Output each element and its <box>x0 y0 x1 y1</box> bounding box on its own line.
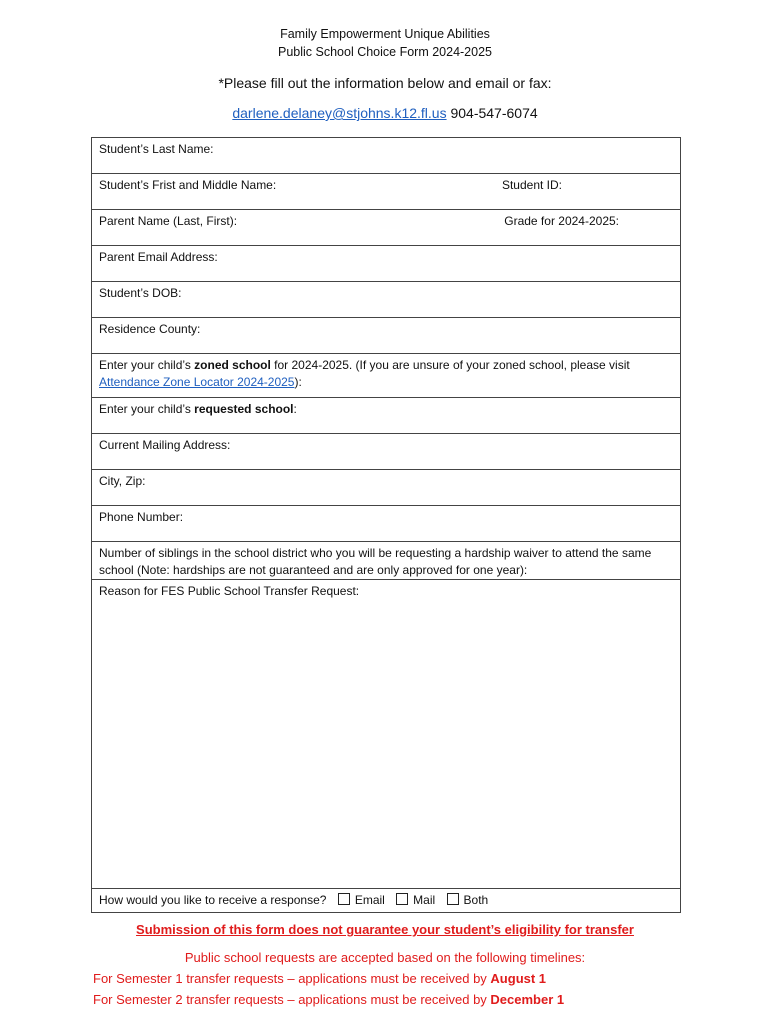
requested-school-field[interactable] <box>92 398 681 434</box>
dob-label: Student’s DOB: <box>99 286 182 300</box>
org-name: Family Empowerment Unique Abilities <box>280 27 490 41</box>
parent-name-row[interactable] <box>92 210 681 246</box>
reason-label: Reason for FES Public School Transfer Request: <box>99 584 360 598</box>
requested-school-label: Enter your child’s requested school: <box>99 402 297 416</box>
county-label: Residence County: <box>99 322 201 336</box>
response-row <box>92 889 681 913</box>
last-name-label: Student’s Last Name: <box>99 142 214 156</box>
mailing-address-label: Current Mailing Address: <box>99 438 231 452</box>
timeline-intro: Public school requests are accepted based on the following timelines: <box>184 950 586 965</box>
disclaimer-text: Submission of this form does not guarantee your student’s eligibility for transfer <box>136 922 634 937</box>
mail-option-label: Mail <box>413 893 436 907</box>
parent-name-label: Parent Name (Last, First): <box>99 214 238 228</box>
student-id-label: Student ID: <box>501 178 562 192</box>
form-title: Public School Choice Form 2024-2025 <box>277 45 492 59</box>
zoned-school-field[interactable] <box>92 354 681 398</box>
both-checkbox[interactable] <box>447 893 459 905</box>
email-link[interactable]: darlene.delaney@stjohns.k12.fl.us <box>232 105 447 121</box>
semester2-deadline: For Semester 2 transfer requests – applications must be received by December 1 <box>93 992 565 1007</box>
phone-field[interactable] <box>92 506 681 542</box>
dob-field[interactable] <box>92 282 681 318</box>
siblings-field[interactable] <box>92 542 681 580</box>
contact-line <box>0 105 770 121</box>
parent-email-field[interactable] <box>92 246 681 282</box>
mailing-address-field[interactable] <box>92 434 681 470</box>
city-zip-label: City, Zip: <box>99 474 146 488</box>
attendance-zone-link[interactable]: Attendance Zone Locator 2024-2025 <box>99 375 295 389</box>
both-option-label: Both <box>463 893 489 907</box>
reason-field[interactable] <box>92 580 681 889</box>
city-zip-field[interactable] <box>92 470 681 506</box>
mail-checkbox[interactable] <box>396 893 408 905</box>
first-middle-label: Student’s Frist and Middle Name: <box>99 178 277 192</box>
siblings-label: Number of siblings in the school district who you will be requesting a hardship waiver to attend the same school (Note: hardships are not guaranteed and are only approved for one year): <box>99 546 652 577</box>
response-question: How would you like to receive a response? <box>99 893 327 907</box>
county-field[interactable] <box>92 318 681 354</box>
parent-email-label: Parent Email Address: <box>99 250 218 264</box>
email-checkbox[interactable] <box>338 893 350 905</box>
instruction-text: *Please fill out the information below and email or fax: <box>218 75 552 91</box>
first-middle-row[interactable] <box>92 174 681 210</box>
application-form <box>91 137 681 913</box>
fax-number: 904-547-6074 <box>450 105 538 121</box>
last-name-field[interactable] <box>92 138 681 174</box>
zoned-school-label: Enter your child’s zoned school for 2024-2025. (If you are unsure of your zoned school, please visit Attendance Zone Locator 2024-2025): <box>99 358 630 389</box>
email-option-label: Email <box>354 893 385 907</box>
phone-label: Phone Number: <box>99 510 184 524</box>
semester1-deadline: For Semester 1 transfer requests – applications must be received by August 1 <box>93 971 547 986</box>
grade-label: Grade for 2024-2025: <box>504 214 619 228</box>
